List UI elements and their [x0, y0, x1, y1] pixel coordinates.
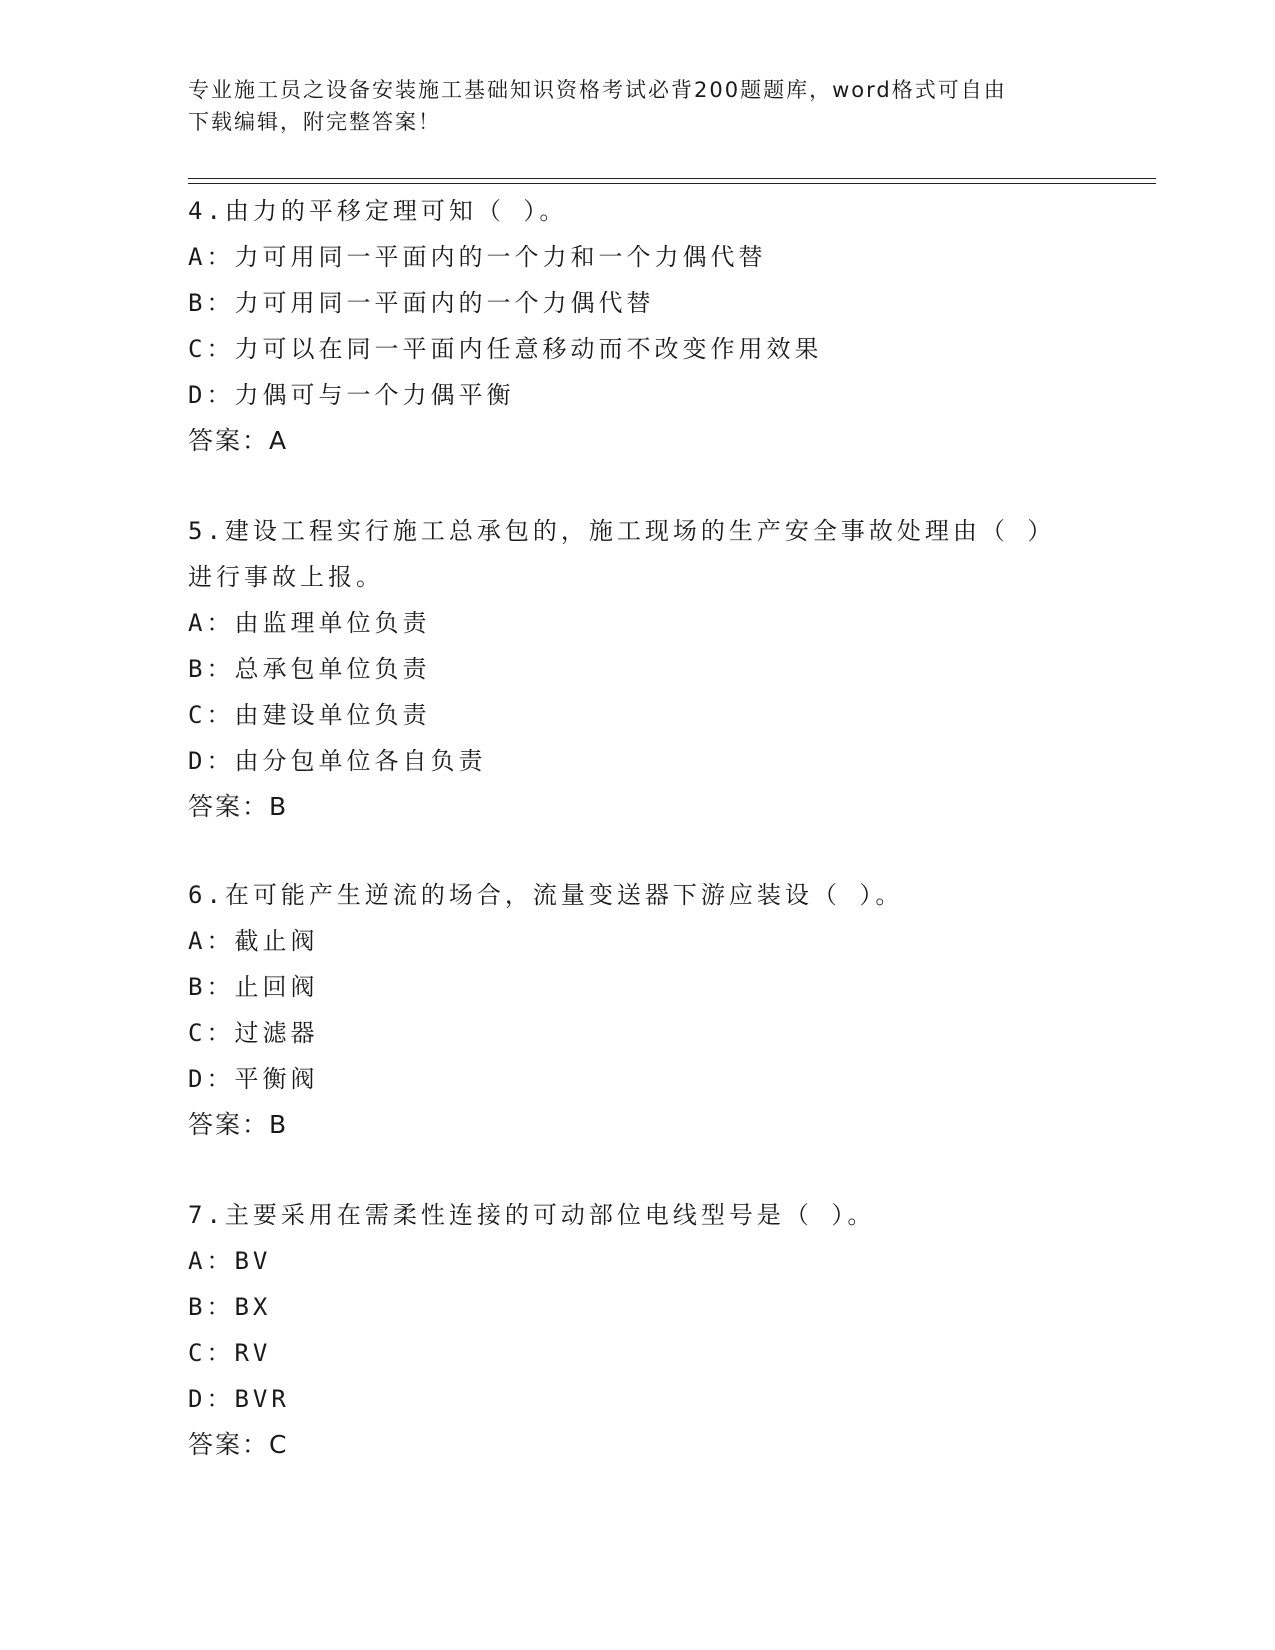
question-stem: 7.主要采用在需柔性连接的可动部位电线型号是（ ）。 — [188, 1201, 876, 1229]
option-d: D：BVR — [188, 1385, 290, 1413]
option-a: A：由监理单位负责 — [188, 609, 431, 637]
question-block — [188, 1192, 1088, 1468]
question-stem-continued: 进行事故上报。 — [188, 563, 384, 591]
header-divider-bottom — [188, 183, 1156, 184]
option-c: C：由建设单位负责 — [188, 701, 431, 729]
option-b: B：BX — [188, 1293, 272, 1321]
option-c: C：过滤器 — [188, 1019, 319, 1047]
option-b: B：力可用同一平面内的一个力偶代替 — [188, 289, 655, 317]
option-d: D：平衡阀 — [188, 1065, 319, 1093]
question-stem: 4.由力的平移定理可知（ ）。 — [188, 197, 568, 225]
option-c: C：RV — [188, 1339, 272, 1367]
question-stem: 5.建设工程实行施工总承包的，施工现场的生产安全事故处理由（ ） — [188, 517, 1056, 545]
option-a: A：BV — [188, 1247, 272, 1275]
option-d: D：力偶可与一个力偶平衡 — [188, 381, 515, 409]
question-block — [188, 508, 1088, 830]
answer-line: 答案：A — [188, 426, 289, 455]
option-b: B：总承包单位负责 — [188, 655, 431, 683]
header-line-2: 下载编辑，附完整答案！ — [188, 110, 441, 134]
question-block — [188, 188, 1088, 464]
option-a: A：力可用同一平面内的一个力和一个力偶代替 — [188, 243, 767, 271]
document-header — [188, 74, 1088, 138]
answer-line: 答案：C — [188, 1430, 289, 1459]
question-block — [188, 872, 1088, 1148]
option-c: C：力可以在同一平面内任意移动而不改变作用效果 — [188, 335, 823, 363]
header-line-1: 专业施工员之设备安装施工基础知识资格考试必背200题题库，word格式可自由 — [188, 78, 1007, 102]
option-d: D：由分包单位各自负责 — [188, 747, 487, 775]
answer-line: 答案：B — [188, 1110, 289, 1139]
answer-line: 答案：B — [188, 792, 289, 821]
header-divider-top — [188, 178, 1156, 179]
question-stem: 6.在可能产生逆流的场合，流量变送器下游应装设（ ）。 — [188, 881, 904, 909]
option-b: B：止回阀 — [188, 973, 319, 1001]
option-a: A：截止阀 — [188, 927, 319, 955]
